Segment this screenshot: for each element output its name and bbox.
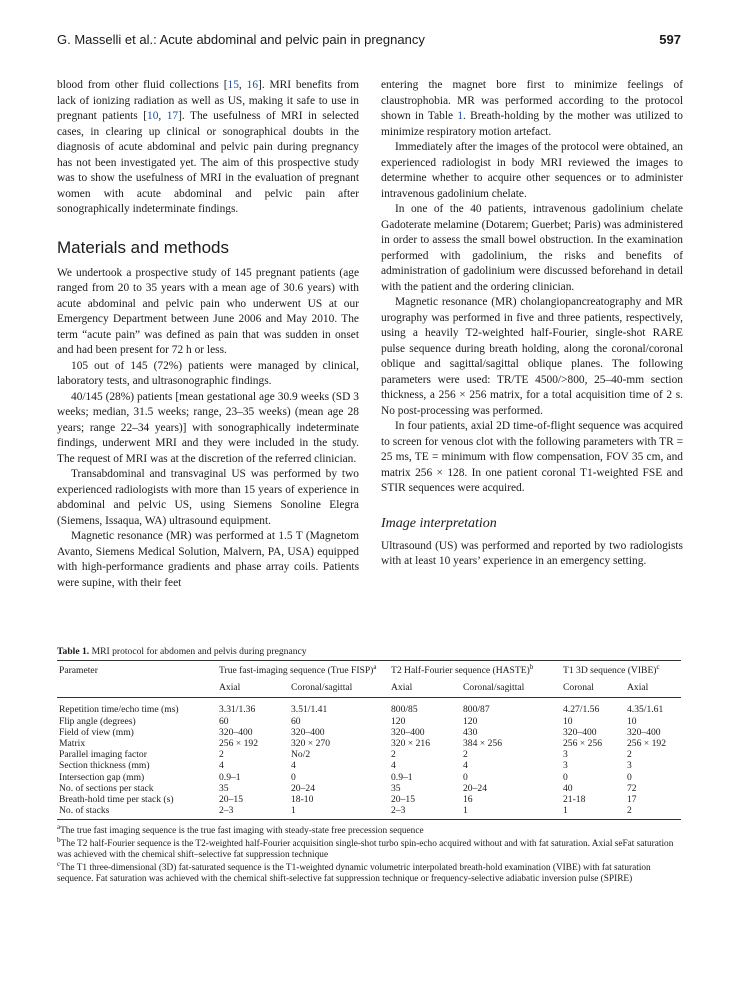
- paragraph: Magnetic resonance (MR) was performed at 1.5 T (Magnetom Avanto, Siemens Medical Solution, Malvern, PA, USA) equipped with high-performance gradients and phase array coils. Patients were supine, with their feet: [57, 530, 359, 589]
- paragraph: We undertook a prospective study of 145 pregnant patients (age ranged from 20 to 35 years with a mean age of 30.6 years) with acute abdominal and pelvic pain who underwent US at our Emergency Department between June 2006 and May 2010. The term “acute pain” was defined as pain that was sudden in onset and had been present for 72 h or less.: [57, 266, 359, 356]
- table-cell: 120: [463, 715, 478, 727]
- table-row: [57, 794, 681, 805]
- table-caption: Table 1. MRI protocol for abdomen and pelvis during pregnancy: [57, 646, 307, 657]
- table-row-label: Flip angle (degrees): [59, 715, 136, 727]
- table-cell: 2: [463, 749, 468, 761]
- running-header: [57, 32, 681, 52]
- table-group-header: [57, 661, 681, 676]
- table-cell: 4: [391, 760, 396, 772]
- table-cell: 3: [627, 760, 632, 772]
- running-title: G. Masselli et al.: Acute abdominal and pelvic pain in pregnancy: [57, 32, 425, 47]
- paragraph: 105 out of 145 (72%) patients were managed by clinical, laboratory tests, and ultrasonographic findings.: [57, 359, 359, 387]
- table-cell: 2: [391, 749, 396, 761]
- table-cell: 4: [219, 760, 224, 772]
- page-number: 597: [659, 32, 681, 47]
- table-cell: 3: [563, 749, 568, 761]
- paragraph: blood from other fluid collections [15, 16]. MRI benefits from lack of ionizing radiation as well as US, making it safe to use in pregnant patients [10, 17]. The usefulness of MRI in selected cases, in clearing up clinical or sonographical doubts in the diagnosis of acute abdominal and pelvic pain during pregnancy has not been investigated yet. The aim of this prospective study was to show the usefulness of MRI in the evaluation of pregnant women with acute abdominal and pelvic pain after sonographically indeterminate findings.: [57, 79, 360, 215]
- table-cell: 1: [291, 805, 296, 817]
- table-cell: 4: [463, 760, 468, 772]
- table-cell: 800/85: [391, 704, 418, 716]
- table-cell: 0.9–1: [391, 771, 413, 783]
- paragraph: In one of the 40 patients, intravenous gadolinium chelate Gadoterate melamine (Dotarem; Guerbet; Paris) was administered in order to assess the small bowel obstruction. In the examination performed with gadolinium, the risks and benefits of administration of gadolinium were discussed beforehand in detail with the patient and the ordering clinician.: [381, 203, 683, 293]
- table-cell: 20–24: [291, 782, 315, 794]
- table-cell: 4.27/1.56: [563, 704, 600, 716]
- table-cell: 2: [219, 749, 224, 761]
- table-header-cell: True fast-imaging sequence (True FISP)$^a$: [219, 662, 377, 676]
- table-cell: 320–400: [391, 726, 425, 738]
- table-cell: 16: [463, 794, 473, 806]
- table-cell: 0.9–1: [219, 771, 241, 783]
- table-cell: No/2: [291, 749, 311, 761]
- table-row-label: Repetition time/echo time (ms): [59, 704, 179, 716]
- table-cell: 320–400: [291, 726, 325, 738]
- table-row: [57, 749, 681, 760]
- table-row: [57, 727, 681, 738]
- table-cell: 320–400: [627, 726, 661, 738]
- table-cell: 20–24: [463, 782, 487, 794]
- table-cell: 256 × 256: [563, 738, 602, 750]
- table-cell: 3: [563, 760, 568, 772]
- table-cell: 2–3: [219, 805, 234, 817]
- table-header-cell: Coronal/sagittal: [291, 682, 353, 694]
- footnote: $^a$The true fast imaging sequence is the true fast imaging with steady-state free precession sequence: [57, 823, 424, 837]
- table-cell: 60: [291, 715, 301, 727]
- paragraph: Ultrasound (US) was performed and reported by two radiologists with at least 10 years’ experience in an emergency setting.: [381, 539, 683, 567]
- table-cell: 72: [627, 782, 637, 794]
- table-cell: 256 × 192: [627, 738, 666, 750]
- table-header-cell: Axial: [627, 682, 649, 694]
- table-row-label: No. of stacks: [59, 805, 110, 817]
- right-column: [381, 78, 683, 570]
- citation-link[interactable]: 17: [166, 110, 179, 122]
- table-cell: 430: [463, 726, 478, 738]
- table-row-label: Parallel imaging factor: [59, 749, 147, 761]
- table-footnotes: [57, 823, 681, 886]
- table-cell: 2: [627, 749, 632, 761]
- table-cell: 800/87: [463, 704, 490, 716]
- table-cell: 256 × 192: [219, 738, 258, 750]
- paragraph: In four patients, axial 2D time-of-flight sequence was acquired to screen for venous clot with the following parameters with TR = 25 ms, TE = minimum with flow compensation, FOV 35 cm, and matrix 256 × 128. In one patient coronal T1-weighted FSE and STIR sequences were acquired.: [381, 420, 683, 494]
- paragraph: 40/145 (28%) patients [mean gestational age 30.9 weeks (SD 3 weeks; median, 31.5 weeks; range, 23–35 weeks) (mean age 28 years; range 22–34 years)] with sonographically indeterminate findings, underwent MRI and they were included in the study. The request of MRI was at the discretion of the referred clinician.: [57, 390, 359, 465]
- table-cell: 0: [627, 771, 632, 783]
- table-row-label: Breath-hold time per stack (s): [59, 794, 174, 806]
- citation-link[interactable]: 10: [147, 110, 159, 122]
- table-cell: 1: [563, 805, 568, 817]
- table-row: [57, 760, 681, 771]
- table-header-cell: Coronal/sagittal: [463, 682, 525, 694]
- paragraph: Immediately after the images of the protocol were obtained, an experienced radiologist in body MRI reviewed the images to determine whether to acquire other sequences or to administer intravenous gadolinium chelate.: [381, 141, 683, 200]
- table-row-label: No. of sections per stack: [59, 782, 154, 794]
- table-cell: 10: [627, 715, 637, 727]
- table-1: [57, 646, 681, 887]
- table-cell: 60: [219, 715, 229, 727]
- table-row: [57, 738, 681, 749]
- table-cell: 35: [391, 782, 401, 794]
- table-cell: 3.51/1.41: [291, 704, 328, 716]
- table-row-label: Field of view (mm): [59, 726, 134, 738]
- citation-link[interactable]: 16: [246, 79, 259, 91]
- section-heading: Materials and methods: [57, 237, 229, 257]
- table-cell: 10: [563, 715, 573, 727]
- table-cell: 0: [291, 771, 296, 783]
- paragraph: Magnetic resonance (MR) cholangiopancreatography and MR urography was performed in five and three patients, respectively, using a heavily T2-weighted half-Fourier, single-shot RARE pulse sequence during breath holding, along the coronal/coronal oblique and sagittal/sagittal oblique planes. The following parameters were used: TR/TE 4500/>800, 25–40-mm section thickness, a 256 × 256 matrix, for a total acquisition time of 2 s. No post-processing was performed.: [381, 296, 683, 417]
- table-row: [57, 698, 681, 715]
- table-header-cell: Parameter: [59, 665, 98, 676]
- table-cell: 20–15: [391, 794, 415, 806]
- table-cell: 320–400: [563, 726, 597, 738]
- table-cell: 18-10: [291, 794, 314, 806]
- table-cell: 4.35/1.61: [627, 704, 664, 716]
- footnote: $^b$The T2 half-Fourier sequence is the T2-weighted half-Fourier acquisition single-shot turbo spin-echo acquired without and with fat saturation. Axial seFat saturation was achieved with the chemical shift–selective fat suppression technique: [57, 835, 674, 861]
- table-row: [57, 805, 681, 820]
- table-row: [57, 772, 681, 783]
- table-cell: 4: [291, 760, 296, 772]
- left-column: [57, 78, 359, 591]
- table-cell: 35: [219, 782, 229, 794]
- paragraph: Transabdominal and transvaginal US was performed by two experienced radiologists with more than 15 years of experience in abdominal and pelvic US, using Siemens Sonoline Elegra (Siemens, Issaqua, WA) ultrasound equipment.: [57, 468, 359, 527]
- table-header-cell: T2 Half-Fourier sequence (HASTE)$^b$: [391, 662, 534, 676]
- citation-link[interactable]: 15: [227, 79, 239, 91]
- table-cell: 2: [627, 805, 632, 817]
- table-cell: 0: [563, 771, 568, 783]
- table-link[interactable]: 1: [457, 110, 464, 122]
- table-cell: 21-18: [563, 794, 586, 806]
- table-row-label: Intersection gap (mm): [59, 771, 145, 783]
- table-cell: 0: [463, 771, 468, 783]
- table-cell: 320 × 216: [391, 738, 430, 750]
- protocol-table: [57, 660, 681, 820]
- table-cell: 20–15: [219, 794, 243, 806]
- table-header-cell: Coronal: [563, 682, 594, 694]
- table-cell: 320–400: [219, 726, 253, 738]
- table-row-label: Matrix: [59, 738, 86, 750]
- table-row: [57, 783, 681, 794]
- table-cell: 3.31/1.36: [219, 704, 256, 716]
- paragraph: entering the magnet bore first to minimize feelings of claustrophobia. MR was performed according to the protocol shown in Table 1. Breath-holding by the mother was utilized to minimize respiratory motion artefact.: [381, 79, 683, 138]
- table-cell: 384 × 256: [463, 738, 502, 750]
- table-header-cell: Axial: [391, 682, 413, 694]
- table-cell: 320 × 270: [291, 738, 330, 750]
- table-cell: 17: [627, 794, 637, 806]
- table-cell: 120: [391, 715, 406, 727]
- table-cell: 1: [463, 805, 468, 817]
- table-row-label: Section thickness (mm): [59, 760, 150, 772]
- table-header-cell: Axial: [219, 682, 241, 694]
- footnote: $^c$The T1 three-dimensional (3D) fat-saturated sequence is the T1-weighted dynamic volumetric interpolated breath-hold examination (VIBE) with fat saturation sequence. Fat saturation was achieved with the chemical shift-selective fat suppression technique or frequency-selective adiabatic inversion pulse (SPIRE): [57, 859, 651, 885]
- table-header-cell: T1 3D sequence (VIBE)$^c$: [563, 662, 660, 676]
- subsection-heading: Image interpretation: [381, 515, 497, 531]
- table-row: [57, 716, 681, 727]
- table-subheader: [57, 676, 681, 698]
- table-cell: 2–3: [391, 805, 406, 817]
- table-cell: 40: [563, 782, 573, 794]
